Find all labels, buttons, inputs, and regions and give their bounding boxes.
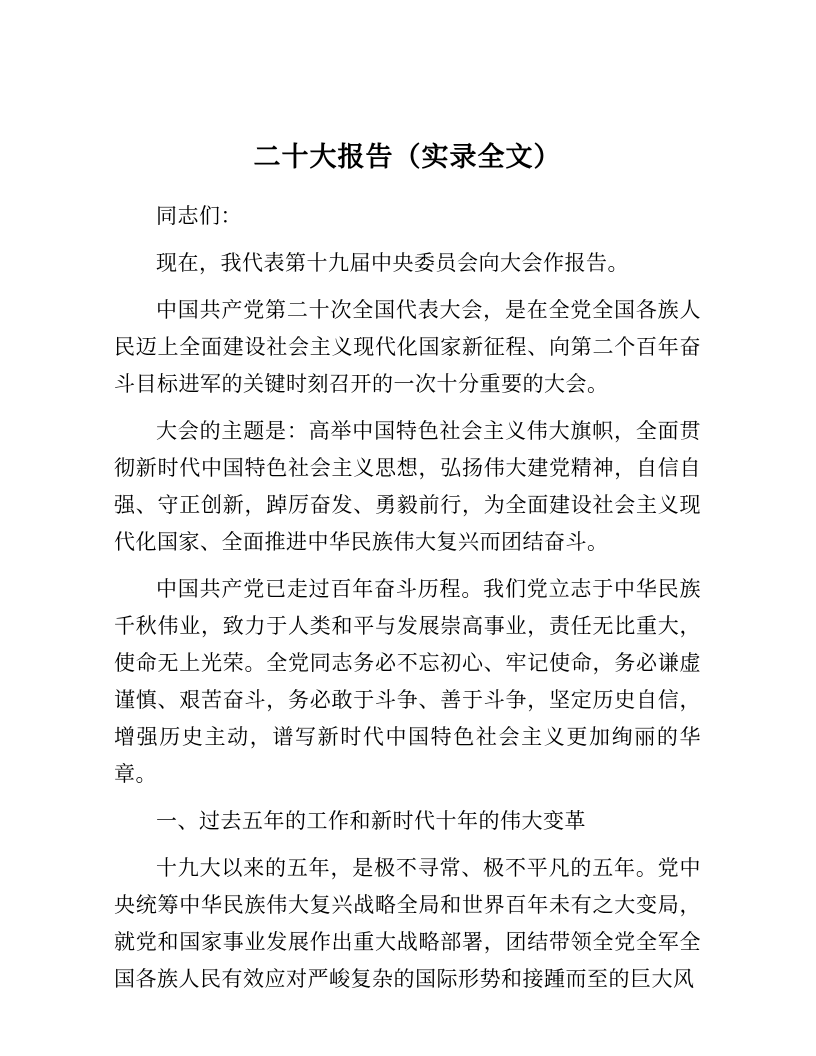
section-heading: 一、过去五年的工作和新时代十年的伟大变革 — [156, 809, 586, 833]
paragraph: 中国共产党第二十次全国代表大会，是在全党全国各族人民迈上全面建设社会主义现代化国家新征程、向第二个百年奋斗目标进军的关键时刻召开的一次十分重要的大会。 — [114, 298, 701, 396]
paragraph: 中国共产党已走过百年奋斗历程。我们党立志于中华民族千秋伟业，致力于人类和平与发展崇高事业，责任无比重大，使命无上光荣。全党同志务必不忘初心、牢记使命，务必谦虚谨慎、艰苦奋斗，务必敢于斗争、善于斗争，坚定历史自信，增强历史主动，谱写新时代中国特色社会主义更加绚丽的华章。 — [114, 577, 701, 786]
paragraph: 十九大以来的五年，是极不寻常、极不平凡的五年。党中央统筹中华民族伟大复兴战略全局和世界百年未有之大变局，就党和国家事业发展作出重大战略部署，团结带领全党全军全国各族人民有效应对严峻复杂的国际形势和接踵而至的巨大风 — [114, 856, 701, 991]
document-body — [114, 198, 701, 998]
document-title: 二十大报告（实录全文） — [253, 142, 562, 172]
paragraph: 大会的主题是：高举中国特色社会主义伟大旗帜，全面贯彻新时代中国特色社会主义思想，弘扬伟大建党精神，自信自强、守正创新，踔厉奋发、勇毅前行，为全面建设社会主义现代化国家、全面推进中华民族伟大复兴而团结奋斗。 — [114, 419, 701, 554]
paragraph: 同志们： — [156, 204, 242, 228]
paragraph: 现在，我代表第十九届中央委员会向大会作报告。 — [156, 251, 629, 275]
